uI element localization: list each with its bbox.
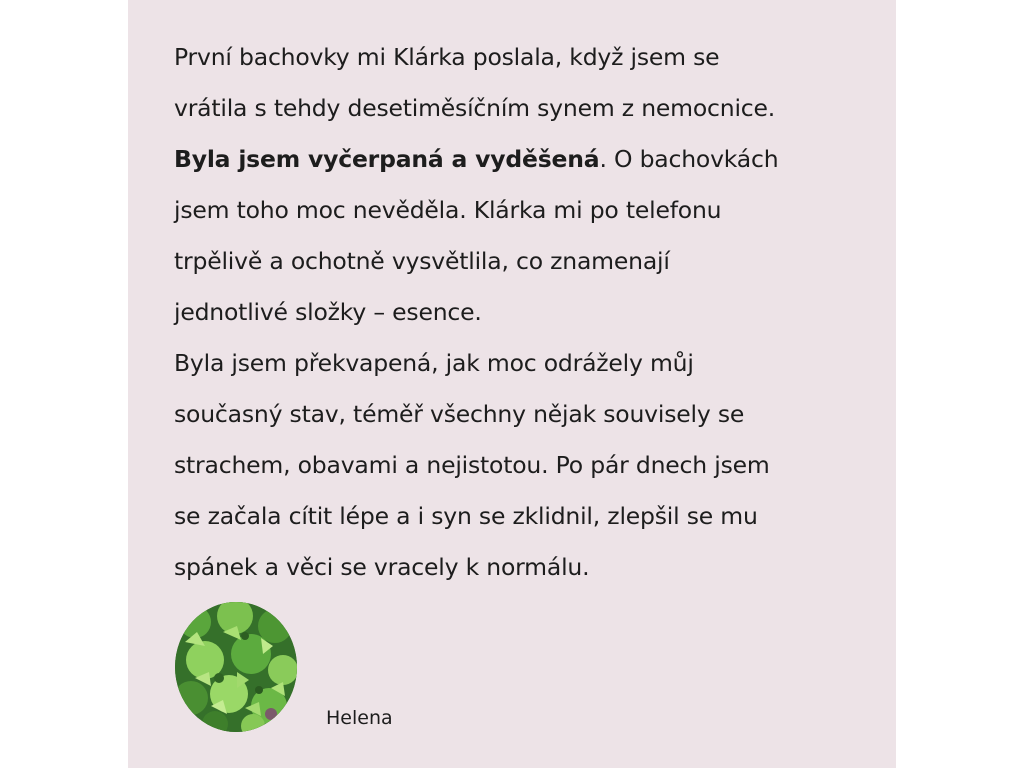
text-line: jednotlivé složky – esence. bbox=[174, 298, 482, 326]
text-line: Byla jsem překvapená, jak moc odrážely můj bbox=[174, 349, 694, 377]
author-name: Helena bbox=[326, 707, 393, 729]
text-line: strachem, obavami a nejistotou. Po pár dnech jsem bbox=[174, 451, 770, 479]
testimonial-paragraph-1 bbox=[174, 32, 874, 338]
author-avatar bbox=[175, 602, 297, 732]
text-line: První bachovky mi Klárka poslala, když jsem se bbox=[174, 43, 720, 71]
text-line: trpělivě a ochotně vysvětlila, co znamenají bbox=[174, 247, 670, 275]
text-line bbox=[174, 134, 874, 185]
testimonial-card bbox=[128, 0, 896, 768]
text-line: se začala cítit lépe a i syn se zklidnil, zlepšil se mu bbox=[174, 502, 758, 530]
text-line: vrátila s tehdy desetiměsíčním synem z nemocnice. bbox=[174, 94, 776, 122]
text-fragment: . O bachovkách bbox=[599, 145, 779, 173]
green-leaves-photo-icon bbox=[175, 602, 297, 732]
emphasized-text: Byla jsem vyčerpaná a vyděšená bbox=[174, 145, 600, 173]
text-line: spánek a věci se vracely k normálu. bbox=[174, 553, 590, 581]
text-line: jsem toho moc nevěděla. Klárka mi po telefonu bbox=[174, 196, 722, 224]
text-line: současný stav, téměř všechny nějak souvisely se bbox=[174, 400, 745, 428]
testimonial-paragraph-2 bbox=[174, 338, 874, 593]
testimonial-text bbox=[174, 32, 874, 593]
